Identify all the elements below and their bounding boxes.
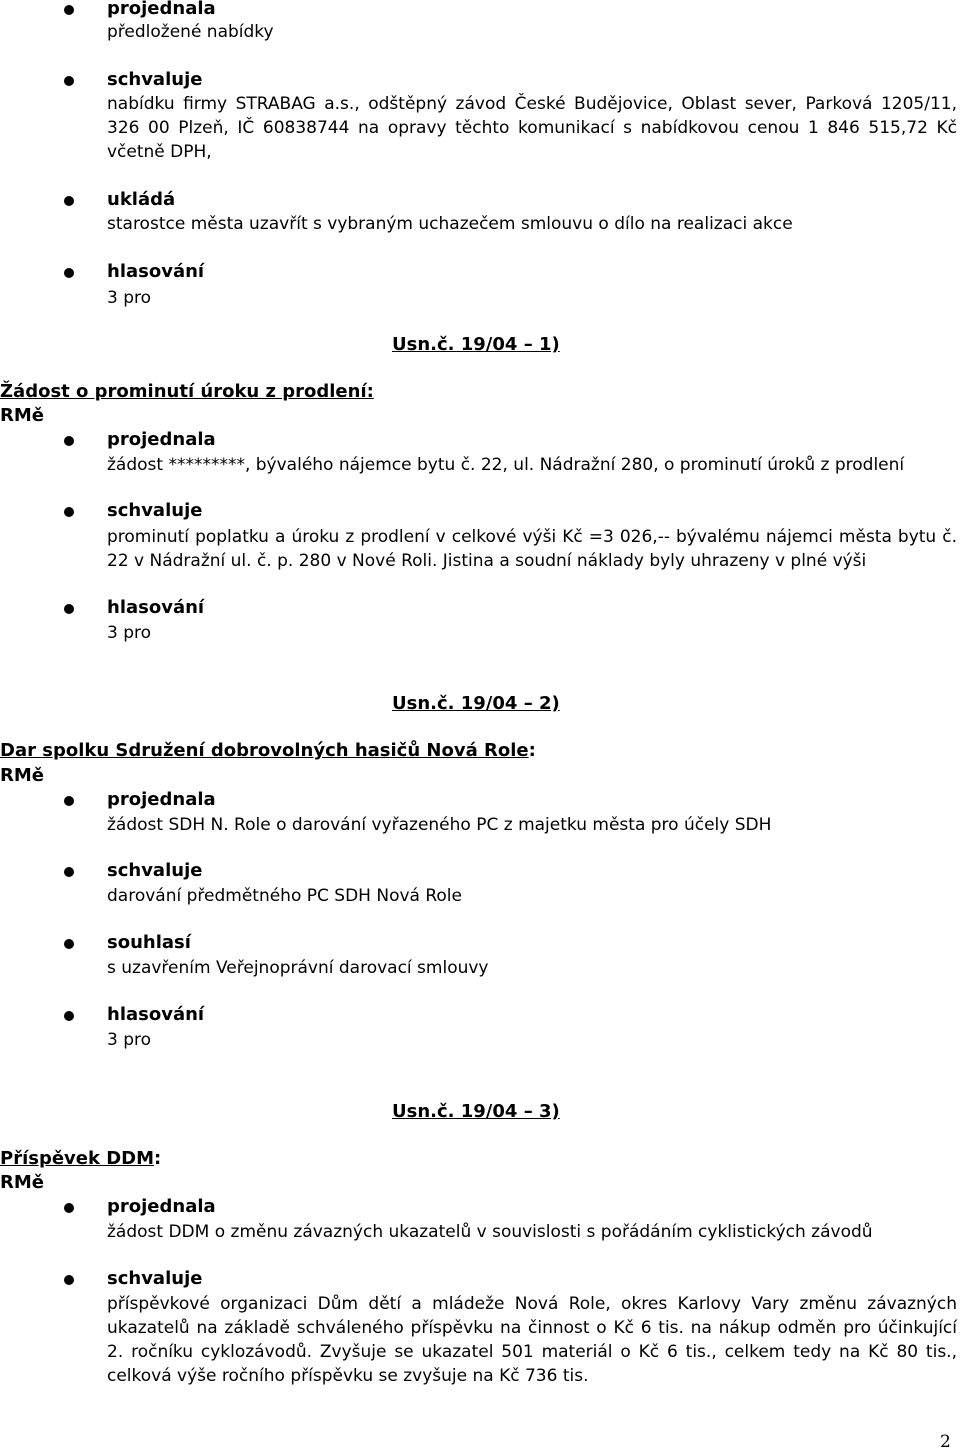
bullet-icon [64,5,74,15]
item-text: starostce města uzavřít s vybraným uchazečem smlouvu o dílo na realizaci akce [107,214,793,234]
item-text: prominutí poplatku a úroku z prodlení v celkové výši Kč =3 026,-- bývalému nájemci města bytu č. 22 v Nádražní ul. č. p. 280 v Nové Roli. Jistina a soudní náklady byly uhrazeny v plné výši [107,527,957,571]
item-label: schvaluje [107,1268,203,1289]
bullet-icon [64,604,74,614]
item-text: žádost DDM o změnu závazných ukazatelů v souvislosti s pořádáním cyklistických závodů [107,1222,873,1242]
item-label: projednala [107,789,216,810]
item-text: 3 pro [107,288,152,308]
resolution-number: Usn.č. 19/04 – 1) [392,334,560,355]
bullet-icon [64,196,74,206]
section-title [0,1147,161,1171]
item-text: 3 pro [107,1030,152,1050]
item-label: projednala [107,1196,216,1217]
bullet-icon [64,939,74,949]
item-label: ukládá [107,189,176,210]
bullet-icon [64,867,74,877]
resolution-number: Usn.č. 19/04 – 2) [392,693,560,714]
bullet-icon [64,436,74,446]
item-label: souhlasí [107,932,191,953]
section-title-text: Dar spolku Sdružení dobrovolných hasičů Nová Role [0,740,529,761]
section-title [0,739,536,763]
item-label: schvaluje [107,860,203,881]
item-text: žádost SDH N. Role o darování vyřazeného PC z majetku města pro účely SDH [107,815,772,835]
item-text: s uzavřením Veřejnoprávní darovací smlouvy [107,958,489,978]
page-number: 2 [940,1432,951,1452]
resolution-number: Usn.č. 19/04 – 3) [392,1101,560,1122]
item-label: projednala [107,429,216,450]
item-text: příspěvkové organizaci Dům dětí a mládeže Nová Role, okres Karlovy Vary změnu závazných ukazatelů na základě schváleného příspěvku na činnost o Kč 6 tis. na nákup odměn pro účinkující 2. ročníku cyklozávodů. Zvyšuje se ukazatel 501 materiál o Kč 6 tis., celkem tedy na Kč 80 tis., celková výše ročního příspěvku se zvyšuje na Kč 736 tis. [107,1294,957,1386]
council-label: RMě [0,405,44,426]
item-label: projednala [107,0,216,19]
item-label: hlasování [107,261,205,282]
council-label: RMě [0,1172,44,1193]
bullet-icon [64,268,74,278]
section-title-colon: : [528,740,536,761]
bullet-icon [64,1011,74,1021]
bullet-icon [64,796,74,806]
item-text: žádost *********, bývalého nájemce bytu č. 22, ul. Nádražní 280, o prominutí úroků z prodlení [107,455,905,475]
item-label: schvaluje [107,69,203,90]
bullet-icon [64,76,74,86]
item-text: nabídku firmy STRABAG a.s., odštěpný závod České Budějovice, Oblast sever, Parková 1205/11, 326 00 Plzeň, IČ 60838744 na opravy těchto komunikací s nabídkovou cenou 1 846 515,72 Kč včetně DPH, [107,94,957,162]
bullet-icon [64,1203,74,1213]
section-title: Žádost o prominutí úroku z prodlení: [0,381,374,402]
item-label: hlasování [107,597,205,618]
bullet-icon [64,507,74,517]
item-text: 3 pro [107,623,152,643]
bullet-icon [64,1275,74,1285]
section-title-text: Příspěvek DDM [0,1148,155,1169]
item-label: hlasování [107,1004,205,1025]
item-text: předložené nabídky [107,22,274,42]
item-label: schvaluje [107,500,203,521]
council-label: RMě [0,765,44,786]
item-text: darování předmětného PC SDH Nová Role [107,886,462,906]
section-title-colon: : [154,1148,162,1169]
